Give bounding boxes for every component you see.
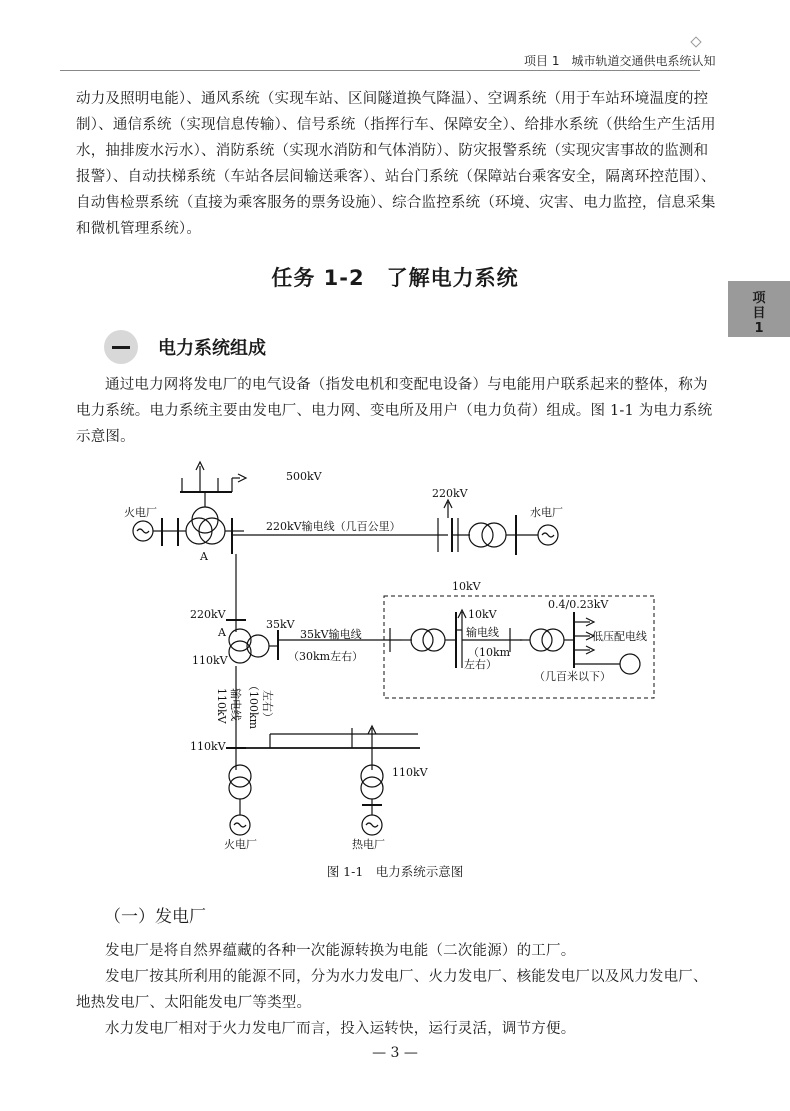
subsection-title: （一）发电厂 [104,907,206,927]
side-tab-line1: 项 [752,291,766,306]
load-motor [620,654,640,674]
header-ornament [690,36,701,47]
label-110kv-right: 110kV [392,766,428,779]
label-500kv: 500kV [286,470,322,483]
label-line-110-a: 110kV [215,688,228,724]
label-hydro-plant: 水电厂 [530,506,563,519]
label-line-35-dist: （30km左右） [288,650,364,663]
power-system-diagram [110,460,670,860]
label-line-110-b: 输电线 [229,688,242,721]
hydro-transformer-left [469,523,493,547]
hydro-transformer-right [482,523,506,547]
running-header: 项目 1 城市轨道交通供电系统认知 [524,54,716,68]
transformer-10-right [542,629,564,651]
label-lv-dist: （几百米以下） [534,670,611,683]
label-220kv-mid: 220kV [190,608,226,621]
label-line-220: 220kV输电线（几百公里） [266,520,401,533]
transformer-a2-right [247,635,269,657]
page-number: — 3 — [372,1045,418,1061]
transformer-heat-bottom [361,777,383,799]
section-number [112,346,130,349]
section-paragraph: 通过电力网将发电厂的电气设备（指发电机和变配电设备）与电能用户联系起来的整体，称为电力系统。电力系统主要由发电厂、电力网、变电所及用户（电力负荷）组成。图 1-1 为电力系统示意图。 [76,377,713,445]
label-line-10: 输电线 [466,626,499,639]
label-10kv-inner: 10kV [468,608,497,621]
label-110kv-bus: 110kV [190,740,226,753]
label-thermal-top: 火电厂 [124,506,157,519]
transformer-thermal-bottom-bottom [229,777,251,799]
label-heat-plant: 热电厂 [352,838,385,851]
label-35kv: 35kV [266,618,295,631]
label-node-a2: A [218,626,226,639]
transformer-35-left [411,629,433,651]
section-title: 电力系统组成 [158,338,266,359]
label-line-10-dist1: （10km [468,646,511,659]
intro-paragraph: 动力及照明电能）、通风系统（实现车站、区间隧道换气降温）、空调系统（用于车站环境温度的控制）、通信系统（实现信息传输）、信号系统（指挥行车、保障安全）、给排水系统（供给生产生活用水，抽排废水污水）、消防系统（实现水消防和气体消防）、防灾报警系统（实现灾害事故的监测和报警）、自动扶梯系统（车站各层间输送乘客）、站台门系统（保障站台乘客安全，隔离环控范围）、自动售检票系统（直接为乘客服务的票务设施）、综合监控系统（环境、灾害、电力监控，信息采集和微机管理系统）。 [76,91,716,237]
body-paragraph: 发电厂是将自然界蕴藏的各种一次能源转换为电能（二次能源）的工厂。 [105,943,576,959]
label-line-110-c: （100km [247,680,260,730]
label-line-110-d: 左右） [261,690,274,723]
header-rule [60,70,700,71]
distribution-box [384,596,654,698]
label-line-10-dist2: 左右） [464,658,497,671]
label-110kv-mid: 110kV [192,654,228,667]
body-paragraph: 水力发电厂相对于火力发电厂而言，投入运转快，运行灵活，调节方便。 [105,1021,576,1037]
transformer-thermal-bottom-top [229,765,251,787]
figure-caption: 图 1-1 电力系统示意图 [326,864,464,879]
label-220kv-top: 220kV [432,487,468,500]
transformer-35-right [423,629,445,651]
body-paragraph: 发电厂按其所利用的能源不同，分为水力发电厂、火力发电厂、核能发电厂以及风力发电厂、地热发电厂、太阳能发电厂等类型。 [76,969,708,1011]
transformer-10-left [530,629,552,651]
label-thermal-bottom: 火电厂 [224,838,257,851]
side-tab-line2: 目 [752,306,766,321]
label-lv-line: 低压配电线 [592,630,647,643]
label-04kv: 0.4/0.23kV [548,598,609,611]
label-line-35: 35kV输电线 [300,628,362,641]
task-title: 任务 1-2 了解电力系统 [271,266,519,290]
label-node-a1: A [200,550,208,563]
side-tab-line3: 1 [754,321,764,336]
label-10kv-top: 10kV [452,580,481,593]
